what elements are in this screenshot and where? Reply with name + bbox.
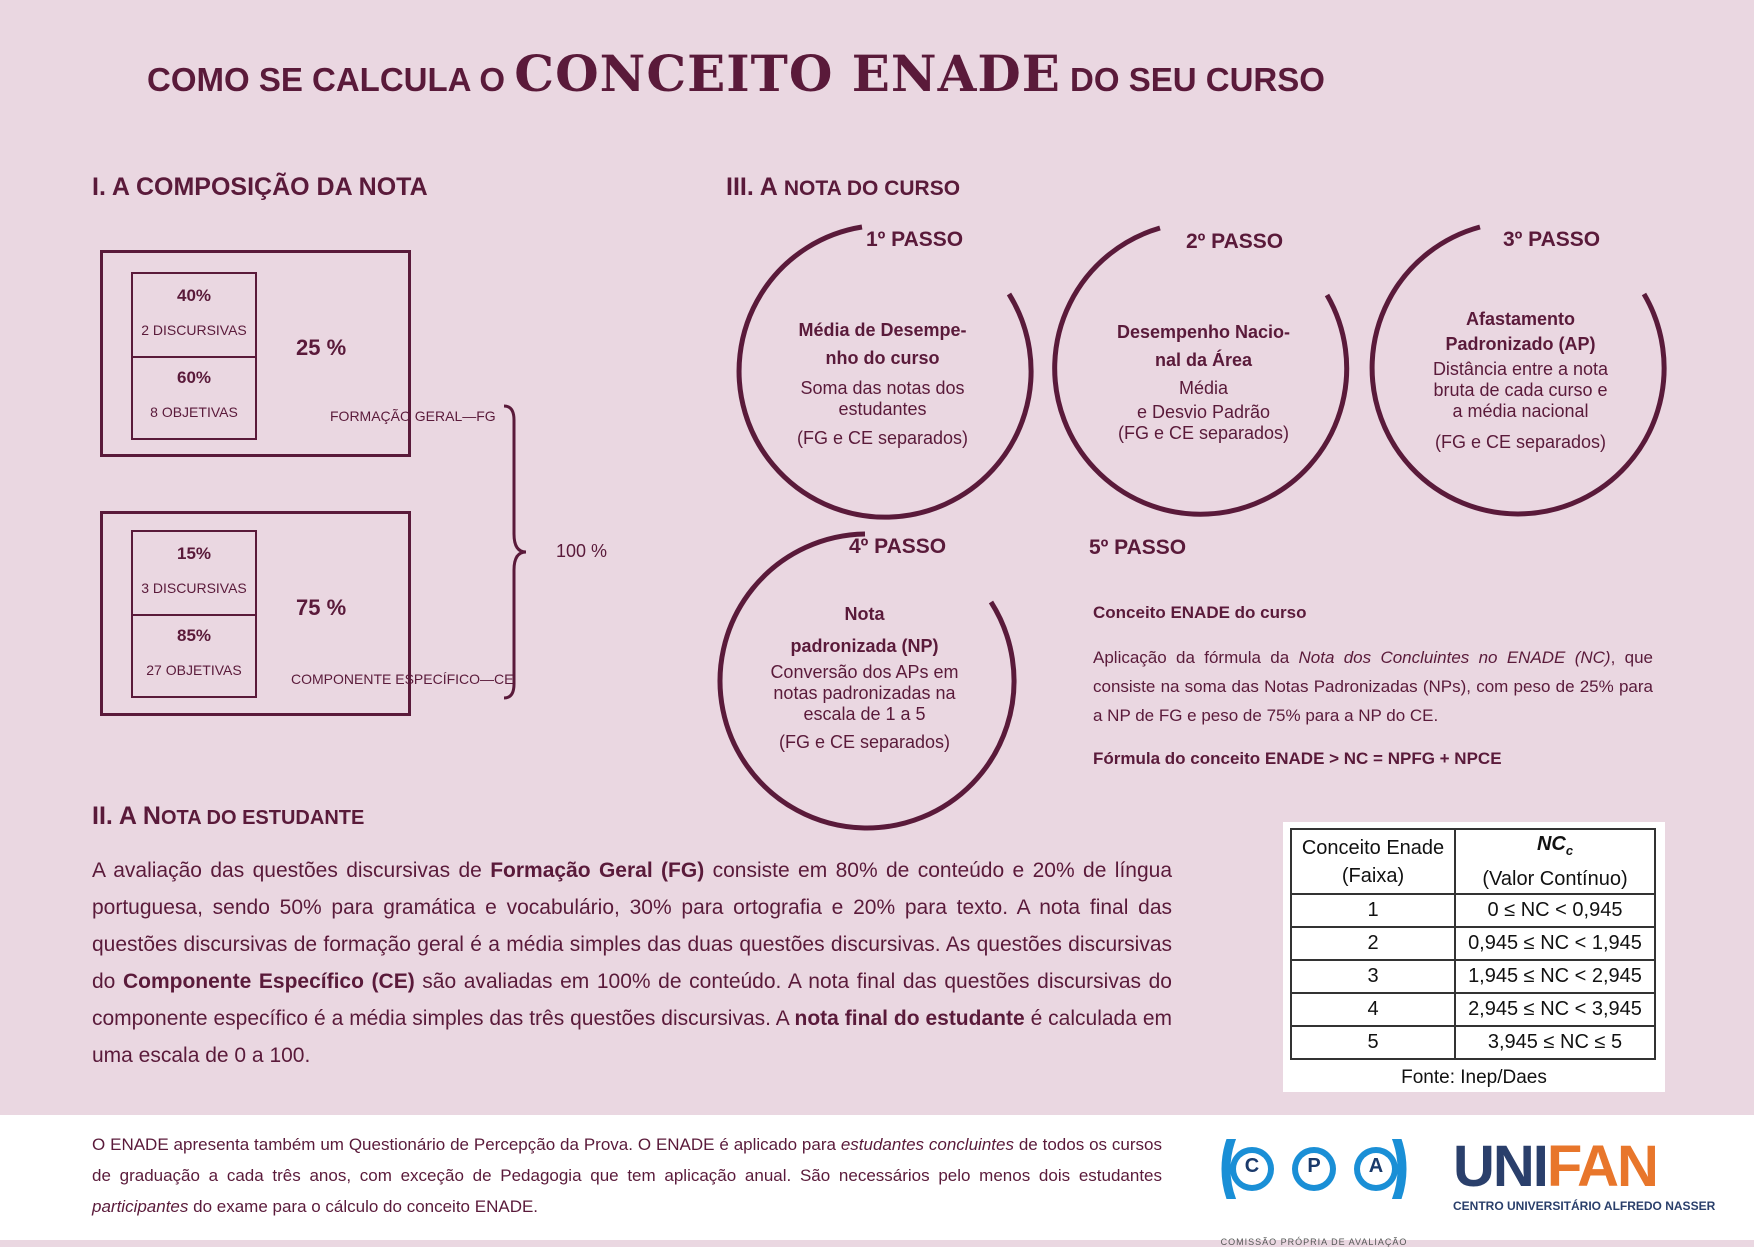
unifan-fan: FAN — [1546, 1134, 1657, 1199]
step3-body-line2: bruta de cada curso e — [1433, 380, 1608, 400]
step1-heading-line1: Média de Desempe- — [798, 320, 967, 340]
cpa-letter-c: C — [1244, 1155, 1260, 1177]
step5-label: 5º PASSO — [1089, 536, 1187, 559]
s2-text-1: A avaliação das questões discursivas de — [92, 859, 491, 882]
step5-text-a: Aplicação da fórmula da — [1093, 648, 1299, 667]
s2-bold-2: Componente Específico (CE) — [122, 970, 415, 993]
step2-note: (FG e CE separados) — [1117, 423, 1290, 443]
section2-paragraph — [92, 852, 1172, 1074]
footer-em-1: estudantes concluintes — [840, 1135, 1014, 1154]
step5-formula: Fórmula do conceito ENADE > NC = NPFG + NPCE — [1093, 749, 1502, 768]
ce-objective-pct: 85% — [176, 626, 212, 645]
footer-em-2: participantes — [92, 1197, 189, 1216]
cpa-letter-a: A — [1368, 1155, 1384, 1177]
nc-table — [1290, 828, 1656, 1060]
fg-weight: 25 % — [296, 335, 347, 360]
step2-label: 2º PASSO — [1186, 230, 1284, 253]
section2-title: II. A NOTA DO ESTUDANTE — [92, 802, 365, 830]
row3-faixa: 3 — [1291, 960, 1455, 993]
title-part1: COMO SE CALCULA O — [147, 61, 506, 98]
section1-title: I. A COMPOSIÇÃO DA NOTA — [92, 173, 428, 201]
table-row — [1291, 960, 1655, 993]
unifan-uni: UNI — [1453, 1134, 1547, 1199]
step2-heading-line2: nal da Área — [1154, 350, 1253, 370]
s2-bold-3: nota final do estudante — [794, 1007, 1025, 1030]
s2-text-3: são avaliadas em 100% de conteúdo. A nota final das questões discursivas do componente específico é a média simples das três questões discursivas. A — [92, 970, 1172, 1030]
step4-body-line3: escala de 1 a 5 — [803, 704, 926, 724]
cpa-logo — [1218, 1139, 1410, 1247]
step1-note: (FG e CE separados) — [796, 428, 969, 448]
step3-body-line1: Distância entre a nota — [1432, 359, 1609, 379]
row2-faixa: 2 — [1291, 927, 1455, 960]
fg-name: FORMAÇÃO GERAL—FG — [330, 408, 496, 424]
step1-body-line2: estudantes — [838, 399, 927, 419]
step3-heading-line2: Padronizado (AP) — [1445, 334, 1596, 354]
row1-faixa: 1 — [1291, 894, 1455, 927]
row4-faixa: 4 — [1291, 993, 1455, 1026]
step3-body-line3: a média nacional — [1452, 401, 1589, 421]
ce-discursive-pct: 15% — [176, 544, 212, 563]
header-faixa-line2: (Faixa) — [1341, 864, 1405, 887]
step5-text — [1093, 643, 1653, 730]
title-part3: DO SEU CURSO — [1070, 61, 1325, 98]
step3-label: 3º PASSO — [1503, 228, 1601, 251]
step2-heading-line1: Desempenho Nacio- — [1116, 322, 1291, 342]
step2-body-line1: Média — [1178, 378, 1229, 398]
cpa-letter-p: P — [1307, 1155, 1321, 1177]
fg-objective-pct: 60% — [176, 368, 212, 387]
header-nc-line2: (Valor Contínuo) — [1482, 868, 1628, 890]
section3-title: III. A NOTA DO CURSO — [726, 173, 961, 201]
header-faixa-line1: Conceito Enade — [1301, 836, 1445, 859]
step5-text-em: Nota dos Concluintes no ENADE (NC) — [1298, 648, 1611, 667]
ce-weight: 75 % — [296, 595, 347, 620]
footer-text-3: do exame para o cálculo do conceito ENADE. — [188, 1197, 539, 1216]
fg-objective-label: 8 OBJETIVAS — [150, 404, 238, 420]
ce-discursive-label: 3 DISCURSIVAS — [141, 580, 247, 596]
header-nc-symbol: NC — [1536, 833, 1566, 855]
title-highlight: CONCEITO ENADE — [514, 44, 1061, 103]
step3-text — [1413, 309, 1628, 453]
s2-bold-1: Formação Geral (FG) — [490, 859, 705, 882]
footer — [0, 1115, 1754, 1247]
step2-text — [1096, 322, 1311, 444]
footer-text-1: O ENADE apresenta também um Questionário de Percepção da Prova. O ENADE é aplicado para — [92, 1135, 841, 1154]
step4-text — [757, 604, 972, 753]
fg-discursive-label: 2 DISCURSIVAS — [141, 322, 247, 338]
footer-text-2: de todos os cursos de graduação a cada três anos, com exceção de Pedagogia que tem aplicação anual. São necessários pelo menos dois estudantes — [92, 1135, 1162, 1185]
total-weight: 100 % — [556, 541, 608, 561]
step1-heading-line2: nho do curso — [825, 348, 940, 368]
row5-faixa: 5 — [1291, 1026, 1455, 1059]
ce-objective-label: 27 OBJETIVAS — [146, 662, 242, 678]
step4-heading-line1: Nota — [844, 604, 885, 624]
s2-text-2: consiste em 80% de conteúdo e 20% de língua portuguesa, sendo 50% para gramática e vocabulário, 30% para ortografia e 20% para texto. A nota final das questões discursivas de formação geral é a média simples das duas questões discursivas. As questões discursivas do — [92, 859, 1172, 993]
step3-note: (FG e CE separados) — [1434, 432, 1607, 452]
table-source: Fonte: Inep/Daes — [1401, 1067, 1547, 1088]
step3-heading-line1: Afastamento — [1465, 309, 1576, 329]
row4-range: 2,945 ≤ NC < 3,945 — [1455, 993, 1655, 1026]
step1-label: 1º PASSO — [866, 228, 964, 251]
cpa-caption: COMISSÃO PRÓPRIA DE AVALIAÇÃO — [1220, 1237, 1408, 1247]
step1-text — [775, 320, 990, 449]
ce-name: COMPONENTE ESPECÍFICO—CE — [291, 671, 514, 687]
step4-label: 4º PASSO — [849, 535, 947, 558]
step1-body-line1: Soma das notas dos — [800, 378, 965, 398]
footer-text — [92, 1129, 1162, 1222]
unifan-caption: CENTRO UNIVERSITÁRIO ALFREDO NASSER — [1453, 1199, 1716, 1213]
fg-discursive-pct: 40% — [176, 286, 212, 305]
unifan-logo — [1453, 1134, 1716, 1232]
step4-heading-line2: padronizada (NP) — [790, 636, 939, 656]
header-nc: $NC_c$ (Valor Contínuo) — [1455, 829, 1655, 894]
table-row — [1291, 927, 1655, 960]
row2-range: 0,945 ≤ NC < 1,945 — [1455, 927, 1655, 960]
step5-text-b: , que consiste na soma das Notas Padronizadas (NPs), com peso de 25% para a NP de FG e peso de 75% para a NP do CE. — [1093, 648, 1653, 725]
step4-note: (FG e CE separados) — [778, 732, 951, 752]
step2-body-line2: e Desvio Padrão — [1136, 402, 1271, 422]
row3-range: 1,945 ≤ NC < 2,945 — [1455, 960, 1655, 993]
row1-range: 0 ≤ NC < 0,945 — [1455, 894, 1655, 927]
table-row — [1291, 993, 1655, 1026]
table-row — [1291, 894, 1655, 927]
step4-body-line2: notas padronizadas na — [773, 683, 956, 703]
header-faixa — [1291, 829, 1455, 894]
step4-body-line1: Conversão dos APs em — [770, 662, 959, 682]
nc-table-panel — [1283, 822, 1665, 1092]
row5-range: 3,945 ≤ NC ≤ 5 — [1455, 1026, 1655, 1059]
s2-text-4: é calculada em uma escala de 0 a 100. — [92, 1007, 1173, 1067]
table-row — [1291, 1026, 1655, 1059]
table-header-row — [1291, 829, 1655, 894]
step5-heading: Conceito ENADE do curso — [1093, 603, 1307, 622]
unifan-wordmark — [1453, 1134, 1698, 1199]
